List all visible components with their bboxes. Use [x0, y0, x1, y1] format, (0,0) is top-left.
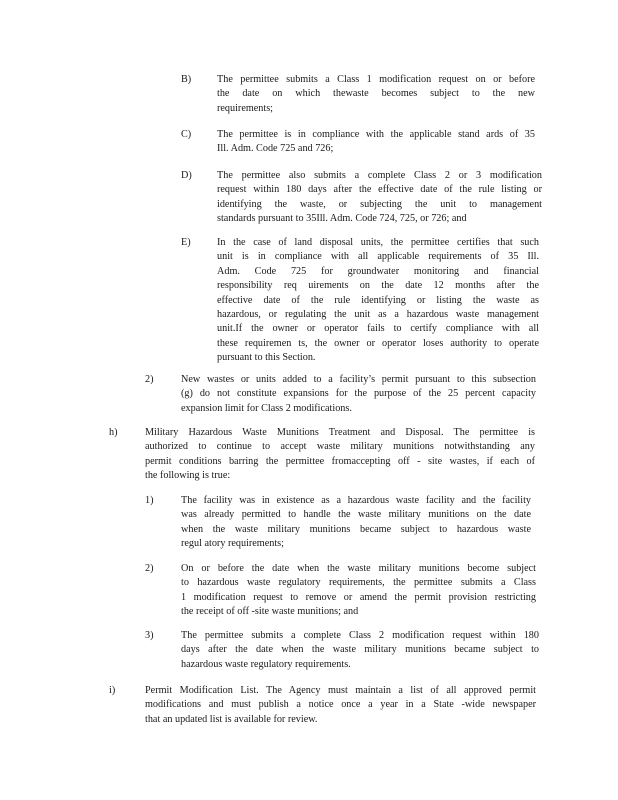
- text-line: that an updated list is available for review.: [145, 713, 318, 725]
- text-line: hazardous waste regulatory requirements.: [181, 658, 351, 670]
- item-marker: E): [181, 237, 191, 248]
- item-text: [145, 684, 536, 727]
- item-marker: B): [181, 74, 192, 85]
- text-line: 1 modification request to remove or amend the permit provision restricting: [181, 591, 536, 603]
- text-line: expansion limit for Class 2 modifications.: [181, 402, 352, 414]
- text-line: request within 180 days after the effective date of the rule listing or: [217, 184, 542, 196]
- item-marker: C): [181, 129, 192, 140]
- text-line: The permittee submits a complete Class 2 modification request within 180: [181, 630, 539, 641]
- item-text: [181, 562, 536, 620]
- text-line: New wastes or units added to a facility’s permit pursuant to this subsection: [181, 374, 536, 385]
- item-marker: 2): [145, 563, 154, 574]
- text-line: pursuant to this Section.: [217, 352, 316, 364]
- text-line: modifications and must publish a notice once a year in a State -wide newspaper: [145, 699, 536, 711]
- text-line: Permit Modification List. The Agency must maintain a list of all approved permit: [145, 685, 536, 696]
- text-line: (g) do not constitute expansions for the purpose of the 25 percent capacity: [181, 388, 536, 400]
- text-line: In the case of land disposal units, the permittee certifies that such: [217, 237, 539, 248]
- text-line: hazardous, or regulating the unit as a hazardous waste management: [217, 309, 539, 321]
- text-line: these requiremen ts, the owner or operator loses authority to operate: [217, 337, 539, 349]
- text-line: permit conditions barring the permittee fromaccepting off - site wastes, if each of: [145, 455, 535, 467]
- item-marker: i): [109, 685, 116, 696]
- text-line: Military Hazardous Waste Munitions Treatment and Disposal. The permittee is: [145, 427, 535, 438]
- item-text: [217, 73, 535, 116]
- text-line: unit is in compliance with all applicable requirements of 35 Ill.: [217, 251, 539, 263]
- item-text: [217, 128, 535, 157]
- text-line: On or before the date when the waste military munitions become subject: [181, 563, 536, 574]
- text-line: The facility was in existence as a hazardous waste facility and the facility: [181, 495, 531, 506]
- text-line: responsibility req uirements on the date 12 months after the: [217, 280, 539, 292]
- item-marker: 3): [145, 630, 154, 641]
- text-line: identifying the waste, or subjecting the unit to management: [217, 198, 542, 210]
- item-text: [217, 169, 542, 227]
- text-line: The permittee also submits a complete Class 2 or 3 modification: [217, 170, 542, 181]
- text-line: regul atory requirements;: [181, 538, 284, 550]
- item-text: [145, 426, 535, 484]
- text-line: the receipt of off -site waste munitions; and: [181, 606, 359, 618]
- item-text: [181, 629, 539, 672]
- item-marker: 1): [145, 495, 154, 506]
- text-line: the date on which thewaste becomes subject to the new: [217, 88, 535, 100]
- item-marker: D): [181, 170, 192, 181]
- item-marker: h): [109, 427, 118, 438]
- item-text: [181, 373, 536, 416]
- item-marker: 2): [145, 374, 154, 385]
- text-line: days after the date when the waste military munitions became subject to: [181, 644, 539, 656]
- text-line: unit.If the owner or operator fails to certify compliance with all: [217, 323, 539, 335]
- text-line: Ill. Adm. Code 725 and 726;: [217, 143, 334, 155]
- text-line: was already permitted to handle the waste military munitions on the date: [181, 509, 531, 521]
- text-line: requirements;: [217, 102, 274, 114]
- text-line: The permittee submits a Class 1 modification request on or before: [217, 74, 535, 85]
- text-line: The permittee is in compliance with the applicable stand ards of 35: [217, 129, 535, 140]
- item-text: [181, 494, 531, 552]
- text-line: the following is true:: [145, 470, 231, 482]
- text-line: when the waste military munitions became subject to hazardous waste: [181, 523, 531, 535]
- text-line: to hazardous waste regulatory requirements, the permittee submits a Class: [181, 577, 536, 589]
- item-text: [217, 236, 539, 366]
- text-line: effective date of the rule identifying or listing the waste as: [217, 294, 539, 306]
- text-line: authorized to continue to accept waste military munitions notwithstanding any: [145, 441, 535, 453]
- text-line: Adm. Code 725 for groundwater monitoring and financial: [217, 265, 539, 277]
- text-line: standards pursuant to 35Ill. Adm. Code 724, 725, or 726; and: [217, 213, 467, 225]
